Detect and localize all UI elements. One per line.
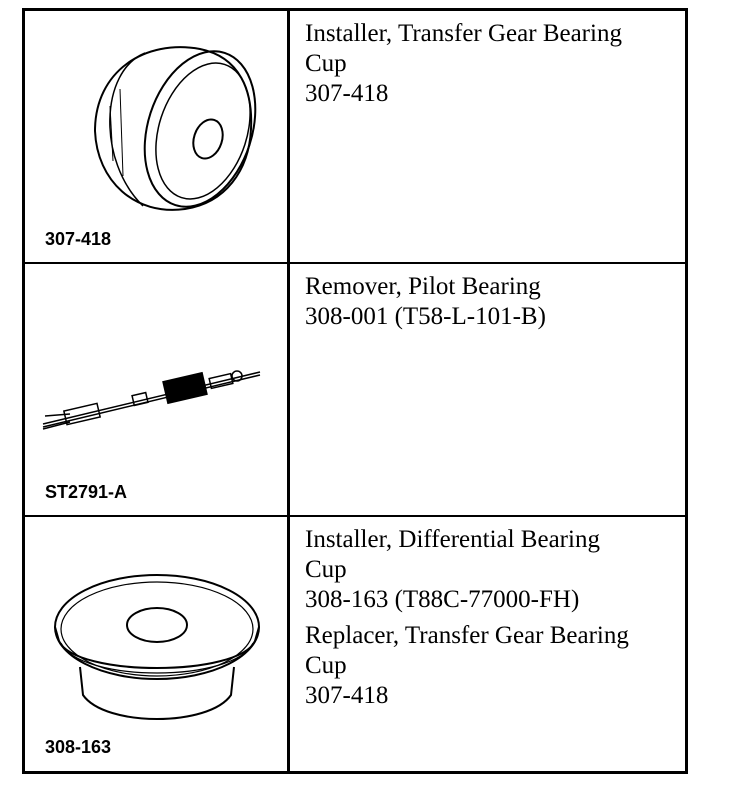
tool-part-number: 308-163: [45, 737, 112, 757]
tool-name-line: Cup: [305, 652, 347, 679]
tool-description: [293, 11, 685, 262]
tool-part-number: ST2791-A: [45, 482, 128, 502]
tool-name-line: Replacer, Transfer Gear Bearing: [305, 622, 629, 649]
tool-number-line: 308-163 (T88C-77000-FH): [305, 586, 580, 613]
tool-entry: [305, 272, 675, 332]
tool-number-line: 307-418: [305, 682, 389, 709]
tool-part-number: 307-418: [45, 229, 112, 249]
tool-name-line: Installer, Differential Bearing: [305, 526, 600, 553]
tool-name-line: Cup: [305, 556, 347, 583]
tool-name-line: Installer, Transfer Gear Bearing: [305, 20, 622, 47]
pilot-bearing-remover-icon: [25, 264, 287, 517]
tool-number-line: 307-418: [305, 80, 389, 107]
tool-name-line: Remover, Pilot Bearing: [305, 273, 541, 300]
tool-row: [25, 11, 685, 264]
tool-illustration-cell: [25, 11, 290, 262]
special-tools-table: [22, 8, 688, 774]
tool-entry: [305, 621, 675, 711]
tool-name-line: Cup: [305, 50, 347, 77]
tool-illustration-cell: [25, 517, 290, 771]
tool-description: [293, 264, 685, 515]
tool-entry: [305, 19, 675, 109]
bearing-cup-installer-icon: [25, 11, 287, 264]
differential-bearing-cup-installer-icon: [25, 517, 287, 771]
tool-row: [25, 517, 685, 771]
tool-entry: [305, 525, 675, 615]
tool-description: [293, 517, 685, 771]
tool-illustration-cell: [25, 264, 290, 515]
tool-number-line: 308-001 (T58-L-101-B): [305, 303, 546, 330]
tool-row: [25, 264, 685, 517]
